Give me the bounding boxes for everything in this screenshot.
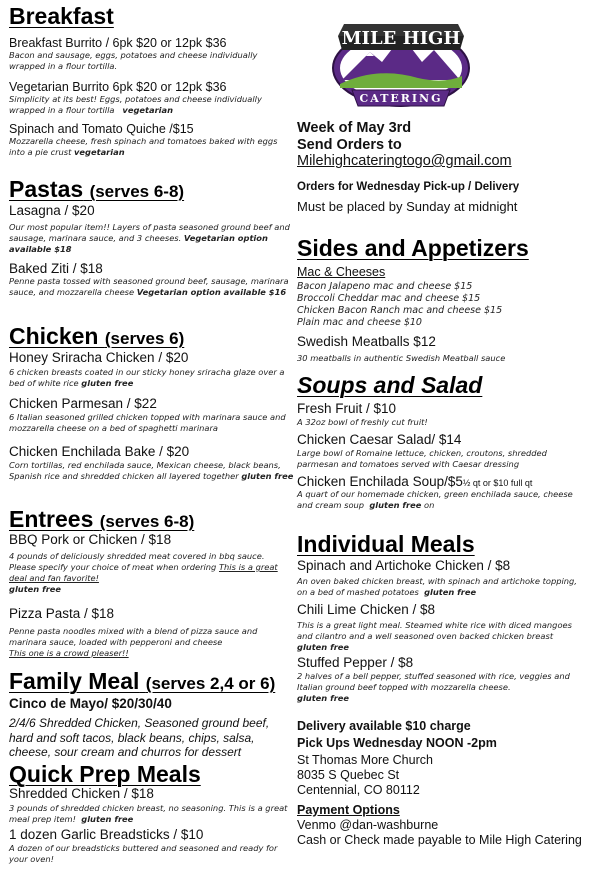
menu-item-desc: A 32oz bowl of freshly cut fruit!	[297, 417, 428, 427]
menu-item-name: Chili Lime Chicken / $8	[297, 602, 436, 617]
menu-item-desc: 6 Italian seasoned grilled chicken topped with marinara sauce and mozzarella cheese on a bed of spaghetti marinara	[9, 412, 286, 433]
menu-item-desc: Plain mac and cheese $10	[297, 317, 422, 328]
menu-item-desc: Bacon Jalapeno mac and cheese $15	[297, 281, 473, 292]
payment-title: Payment Options	[297, 803, 400, 817]
menu-item-name: Fresh Fruit / $10	[297, 401, 397, 416]
pickup-location: St Thomas More Church	[297, 753, 433, 767]
menu-item-desc: 6 chicken breasts coated in our sticky honey sriracha glaze over a bed of white rice gluten free	[9, 367, 285, 388]
menu-item-desc: An oven baked chicken breast, with spinach and artichoke topping, on a bed of mashed potatoes gluten free	[297, 576, 577, 597]
order-email-link[interactable]: Milehighcateringtogo@gmail.com	[297, 153, 512, 169]
orders-for-label: Orders for Wednesday Pick-up / Delivery	[297, 181, 520, 193]
week-title: Week of May 3rd	[297, 120, 412, 136]
menu-item-desc: Penne pasta noodles mixed with a blend of pizza sauce and marinara sauce, loaded with pepperoni and cheese This one is a crowd pleaser!!	[9, 626, 258, 658]
menu-item-name: Shredded Chicken / $18	[9, 786, 154, 801]
menu-item-name: Lasagna / $20	[9, 203, 95, 218]
sides-heading: Sides and Appetizers	[297, 235, 529, 261]
menu-item-name: Swedish Meatballs $12	[297, 334, 436, 349]
menu-item-name: Chicken Enchilada Soup/$5½ qt or $10 full qt	[297, 474, 533, 489]
menu-item-name: Spinach and Tomato Quiche /$15	[9, 122, 194, 136]
send-orders-label: Send Orders to	[297, 137, 402, 153]
menu-item-name: Honey Sriracha Chicken / $20	[9, 350, 189, 365]
menu-item-name: BBQ Pork or Chicken / $18	[9, 532, 172, 547]
delivery-charge: Delivery available $10 charge	[297, 719, 471, 733]
menu-item-name: Chicken Caesar Salad/ $14	[297, 432, 462, 447]
family-meal-heading: Family Meal (serves 2,4 or 6)	[9, 668, 276, 694]
menu-item-name: 1 dozen Garlic Breadsticks / $10	[9, 827, 204, 842]
menu-item-desc: This is a great light meal. Steamed white rice with diced mangoes and cilantro and a well seasoned oven backed chicken breast gluten free	[297, 620, 572, 652]
menu-item-desc: 4 pounds of deliciously shredded meat covered in bbq sauce. Please specify your choice of meat when ordering This is a great deal and fan favorite! gluten free	[9, 551, 278, 594]
menu-item-desc: A quart of our homemade chicken, green enchilada sauce, cheese and cream soup gluten free on	[297, 489, 573, 510]
menu-item-name: Stuffed Pepper / $8	[297, 655, 414, 670]
mac-cheese-title: Mac & Cheeses	[297, 265, 386, 279]
menu-item-desc: 30 meatballs in authentic Swedish Meatball sauce	[297, 353, 506, 363]
breakfast-heading: Breakfast	[9, 3, 114, 29]
menu-item-name: Pizza Pasta / $18	[9, 606, 115, 621]
menu-item-desc: Corn tortillas, red enchilada sauce, Mexican cheese, black beans, Spanish rice and shredded chicken all layered together gluten free	[9, 460, 294, 481]
family-meal-desc: 2/4/6 Shredded Chicken, Seasoned ground beef, hard and soft tacos, black beans, chips, salsa, cheese, sour cream and churros for dessert	[9, 716, 270, 759]
menu-item-name: Vegetarian Burrito 6pk $20 or 12pk $36	[9, 80, 227, 94]
payment-venmo: Venmo @dan-washburne	[297, 818, 439, 832]
menu-item-desc: Broccoli Cheddar mac and cheese $15	[297, 293, 481, 304]
menu-item-name: Spinach and Artichoke Chicken / $8	[297, 558, 511, 573]
menu-item-desc: Penne pasta tossed with seasoned ground beef, sausage, marinara sauce, and mozzarella cheese Vegetarian option available $16	[9, 276, 289, 297]
order-deadline: Must be placed by Sunday at midnight	[297, 199, 518, 214]
pickup-city: Centennial, CO 80112	[297, 783, 420, 797]
menu-item-name: Chicken Enchilada Bake / $20	[9, 444, 190, 459]
menu-item-desc: 2 halves of a bell pepper, stuffed seasoned with rice, veggies and Italian ground beef topped with mozzarella cheese. gluten free	[297, 671, 570, 703]
family-meal-title: Cinco de Mayo/ $20/30/40	[9, 696, 172, 711]
soups-heading: Soups and Salad	[297, 372, 483, 398]
mile-high-catering-logo	[318, 6, 484, 118]
menu-item-name: Chicken Parmesan / $22	[9, 396, 157, 411]
entrees-heading: Entrees (serves 6-8)	[9, 506, 195, 532]
pastas-heading: Pastas (serves 6-8)	[9, 176, 185, 202]
menu-item-desc: Our most popular item!! Layers of pasta seasoned ground beef and sausage, marinara sauce, and 3 cheeses. Vegetarian option available $18	[9, 222, 290, 254]
quick-prep-heading: Quick Prep Meals	[9, 761, 201, 787]
menu-item-desc: 3 pounds of shredded chicken breast, no seasoning. This is a great meal prep item! gluten free	[9, 803, 288, 824]
menu-item-name: Baked Ziti / $18	[9, 261, 103, 276]
individual-meals-heading: Individual Meals	[297, 531, 475, 557]
pickup-street: 8035 S Quebec St	[297, 768, 400, 782]
menu-item-desc: Simplicity at its best! Eggs, potatoes and cheese individually wrapped in a flour tortilla vegetarian	[9, 94, 262, 115]
chicken-heading: Chicken (serves 6)	[9, 323, 185, 349]
logo-text-bottom: CATERING	[359, 92, 443, 105]
menu-item-desc: Large bowl of Romaine lettuce, chicken, croutons, shredded parmesan and tomatoes served with Caesar dressing	[297, 448, 547, 469]
pickup-time: Pick Ups Wednesday NOON -2pm	[297, 736, 497, 750]
menu-item-desc: Bacon and sausage, eggs, potatoes and cheese individually wrapped in a flour tortilla.	[9, 50, 258, 71]
menu-item-desc: Chicken Bacon Ranch mac and cheese $15	[297, 305, 503, 316]
logo-text-top: MILE HIGH	[341, 28, 461, 49]
menu-item-desc: Mozzarella cheese, fresh spinach and tomatoes baked with eggs into a pie crust vegetarian	[9, 136, 278, 157]
menu-item-desc: A dozen of our breadsticks buttered and seasoned and ready for your oven!	[9, 843, 278, 864]
payment-cash: Cash or Check made payable to Mile High Catering	[297, 833, 582, 847]
menu-item-name: Breakfast Burrito / 6pk $20 or 12pk $36	[9, 36, 227, 50]
